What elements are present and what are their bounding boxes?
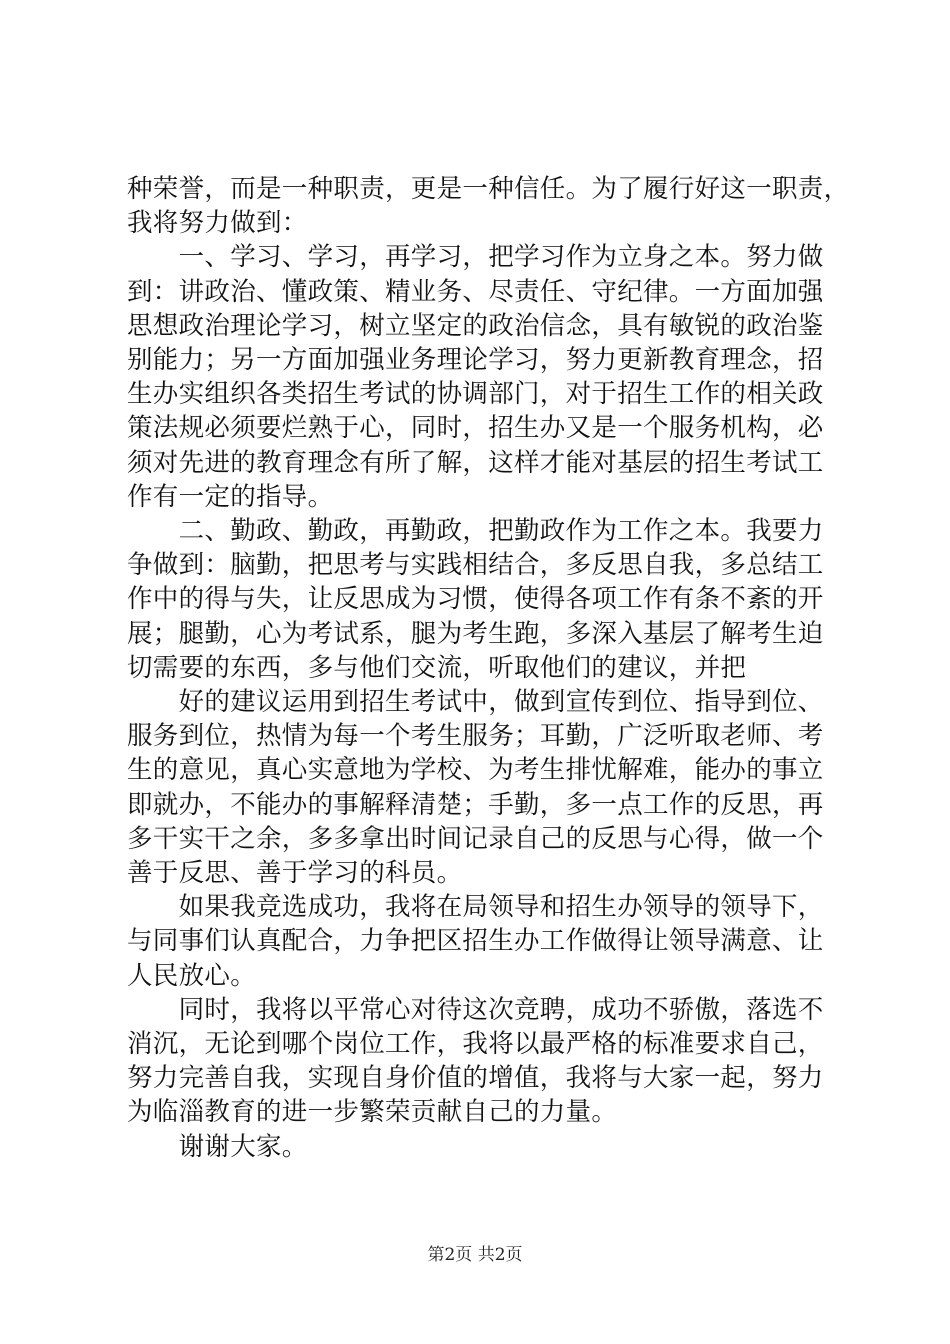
document-body	[127, 172, 850, 1164]
text-line: 即就办，不能办的事解释清楚；手勤，多一点工作的反思，再	[127, 789, 824, 820]
text-line: 二、勤政、勤政，再勤政，把勤政作为工作之本。我要力	[127, 516, 824, 547]
page-footer: 第2页 共2页	[427, 1245, 523, 1265]
text-line: 消沉，无论到哪个岗位工作，我将以最严格的标准要求自己，	[127, 1029, 824, 1060]
text-line: 服务到位，热情为每一个考生服务；耳勤，广泛听取老师、考	[127, 721, 824, 752]
text-line: 谢谢大家。	[127, 1131, 308, 1162]
text-line: 策法规必须要烂熟于心，同时，招生办又是一个服务机构，必	[127, 413, 824, 444]
text-line: 同时，我将以平常心对待这次竞聘，成功不骄傲，落选不	[127, 994, 824, 1025]
text-line: 到：讲政治、懂政策、精业务、尽责任、守纪律。一方面加强	[127, 276, 824, 307]
text-line: 生的意见，真心实意地为学校、为考生排忧解难，能办的事立	[127, 755, 824, 786]
text-line: 好的建议运用到招生考试中，做到宣传到位、指导到位、	[127, 687, 824, 718]
text-line: 一、学习、学习，再学习，把学习作为立身之本。努力做	[127, 242, 824, 273]
text-line: 多干实干之余，多多拿出时间记录自己的反思与心得，做一个	[127, 823, 824, 854]
text-line: 我将努力做到：	[127, 208, 308, 239]
text-line: 争做到：脑勤，把思考与实践相结合，多反思自我，多总结工	[127, 550, 824, 581]
text-line: 努力完善自我，实现自身价值的增值，我将与大家一起，努力	[127, 1063, 824, 1094]
text-line: 思想政治理论学习，树立坚定的政治信念，具有敏锐的政治鉴	[127, 310, 824, 341]
text-line: 与同事们认真配合，力争把区招生办工作做得让领导满意、让	[127, 926, 824, 957]
text-line: 生办实组织各类招生考试的协调部门，对于招生工作的相关政	[127, 379, 824, 410]
text-line: 作中的得与失，让反思成为习惯，使得各项工作有条不紊的开	[127, 584, 824, 615]
text-line: 为临淄教育的进一步繁荣贡献自己的力量。	[127, 1097, 618, 1128]
text-line: 如果我竞选成功，我将在局领导和招生办领导的领导下，	[127, 892, 824, 923]
text-line: 须对先进的教育理念有所了解，这样才能对基层的招生考试工	[127, 447, 824, 478]
text-line: 善于反思、善于学习的科员。	[127, 858, 463, 889]
text-line: 种荣誉，而是一种职责，更是一种信任。为了履行好这一职责，	[127, 174, 850, 204]
text-line: 作有一定的指导。	[127, 481, 334, 512]
text-line: 人民放心。	[127, 960, 257, 991]
text-line: 别能力；另一方面加强业务理论学习，努力更新教育理念，招	[127, 345, 824, 376]
text-line: 切需要的东西，多与他们交流，听取他们的建议，并把	[127, 652, 747, 683]
text-line: 展；腿勤，心为考试系，腿为考生跑，多深入基层了解考生迫	[127, 618, 824, 649]
